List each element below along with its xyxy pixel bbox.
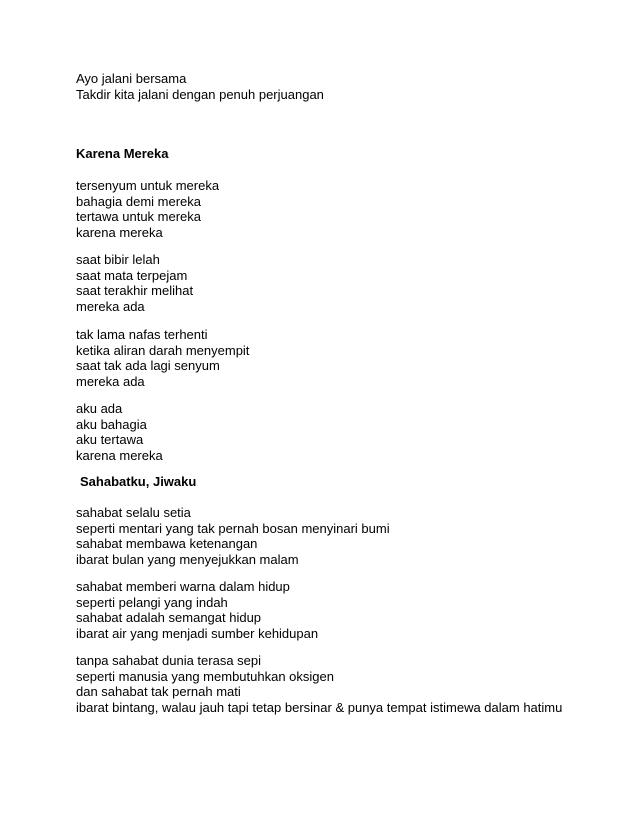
poem1-stanza-2 — [76, 252, 193, 314]
intro-line: Ayo jalani bersama — [76, 71, 187, 86]
poem1-stanza-3 — [76, 327, 249, 389]
poem-line: dan sahabat tak pernah mati — [76, 684, 241, 699]
poem-line: aku ada — [76, 401, 123, 416]
poem-line: seperti mentari yang tak pernah bosan menyinari bumi — [76, 520, 390, 536]
poem1-stanza-4 — [76, 401, 163, 463]
poem-line: aku bahagia — [76, 416, 147, 432]
poem-line: saat bibir lelah — [76, 252, 160, 267]
poem-line: ketika aliran darah menyempit — [76, 342, 250, 358]
poem-line: saat tak ada lagi senyum — [76, 358, 220, 373]
intro-lines — [76, 71, 324, 102]
poem-line: tanpa sahabat dunia terasa sepi — [76, 653, 262, 668]
poem2-stanza-1 — [76, 505, 390, 567]
poem-title-sahabatku-jiwaku: Sahabatku, Jiwaku — [80, 474, 197, 489]
poem-line: sahabat memberi warna dalam hidup — [76, 579, 290, 594]
poem-line: ibarat air yang menjadi sumber kehidupan — [76, 625, 319, 641]
poem-line: sahabat adalah semangat hidup — [76, 610, 262, 625]
poem1-stanza-1 — [76, 178, 219, 240]
poem-line: ibarat bintang, walau jauh tapi tetap bersinar & punya tempat istimewa dalam hatimu — [76, 699, 563, 715]
poem-line: karena mereka — [76, 447, 163, 463]
poem-line: ibarat bulan yang menyejukkan malam — [76, 551, 299, 567]
poem2-stanza-3 — [76, 653, 562, 715]
poem-line: seperti manusia yang membutuhkan oksigen — [76, 668, 334, 684]
poem-line: aku tertawa — [76, 432, 144, 447]
poem-line: bahagia demi mereka — [76, 193, 202, 209]
poem-line: mereka ada — [76, 373, 145, 389]
poem-title-karena-mereka: Karena Mereka — [76, 146, 169, 161]
poem-line: sahabat membawa ketenangan — [76, 536, 258, 551]
poem-line: seperti pelangi yang indah — [76, 594, 228, 610]
poem-line: tertawa untuk mereka — [76, 209, 202, 224]
poem-line: karena mereka — [76, 224, 163, 240]
poem-line: tak lama nafas terhenti — [76, 327, 208, 342]
intro-line: Takdir kita jalani dengan penuh perjuangan — [76, 86, 324, 102]
poem2-stanza-2 — [76, 579, 318, 641]
poem-line: saat mata terpejam — [76, 267, 188, 283]
poem-line: sahabat selalu setia — [76, 505, 191, 520]
poem-line: mereka ada — [76, 298, 145, 314]
poem-line: saat terakhir melihat — [76, 283, 194, 298]
poem-line: tersenyum untuk mereka — [76, 178, 220, 193]
